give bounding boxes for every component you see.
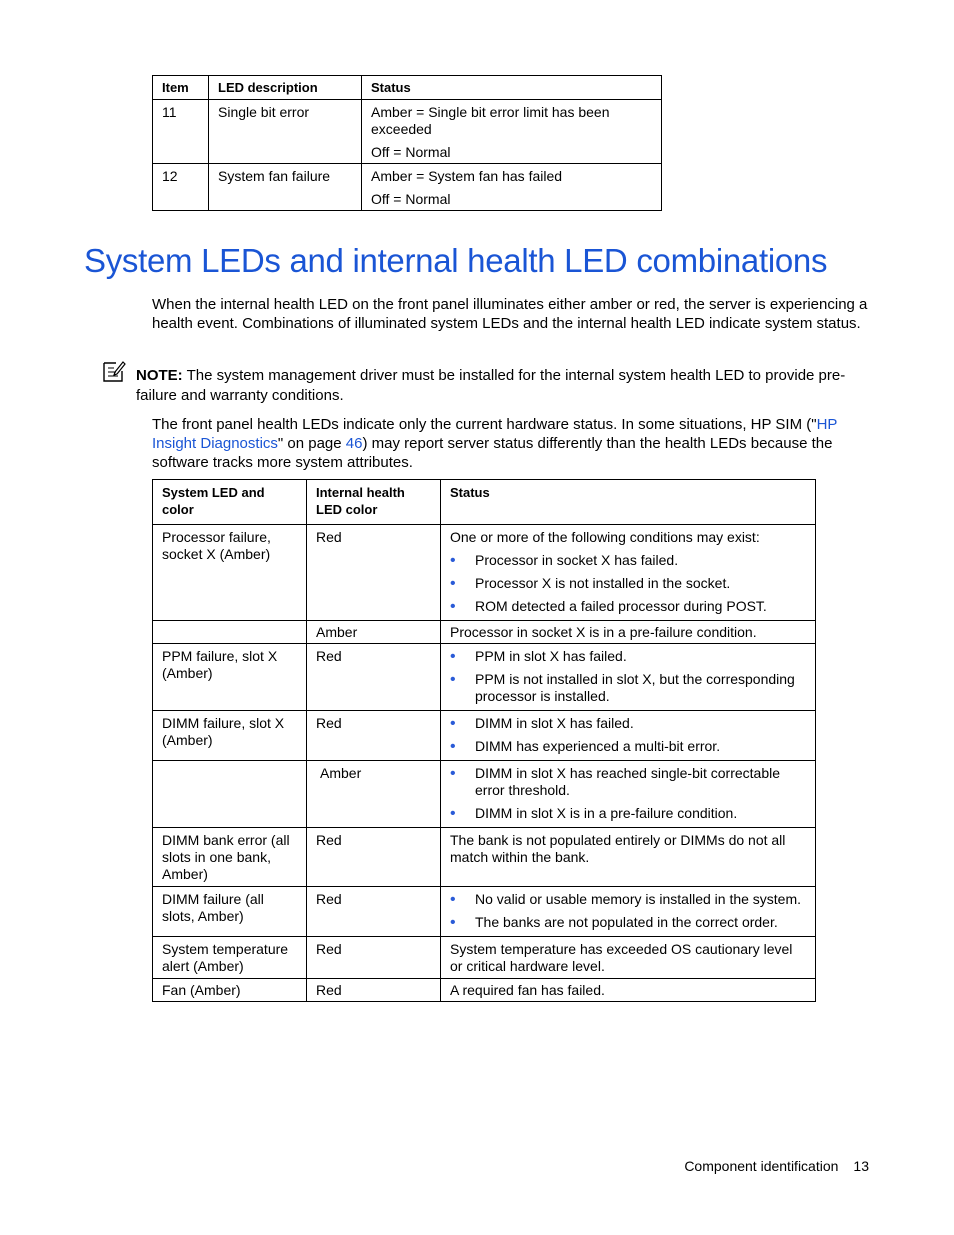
- page-number: 13: [853, 1158, 869, 1174]
- color-cell: Red: [307, 937, 441, 979]
- led-cell: System temperature alert (Amber): [153, 937, 307, 979]
- page-link[interactable]: 46: [345, 435, 363, 452]
- table-row: [153, 164, 662, 211]
- hardware-status-paragraph: [152, 415, 872, 472]
- list-item: • Processor in socket X has failed.: [450, 552, 679, 569]
- note-text: [102, 359, 872, 386]
- status-line: Amber = System fan has failed: [371, 168, 563, 184]
- table-header-row: [153, 480, 816, 525]
- intro-paragraph: When the internal health LED on the front panel illuminates either amber or red, the server is experiencing a health event. Combinations of illuminated system LEDs and the internal health LED indicate system status.: [152, 296, 868, 332]
- item-cell: 12: [153, 164, 209, 211]
- color-cell: Red: [307, 644, 441, 711]
- column-header: Internal health LED color: [307, 480, 441, 525]
- note-block: [102, 359, 872, 406]
- status-list: [450, 765, 806, 822]
- status-cell: [441, 711, 816, 761]
- color-cell: Red: [307, 979, 441, 1002]
- column-header: System LED and color: [153, 480, 307, 525]
- color-cell: Red: [307, 711, 441, 761]
- color-cell: Red: [307, 887, 441, 937]
- column-header: LED description: [209, 76, 362, 100]
- hp-insight-diagnostics-link[interactable]: HP Insight Diagnostics: [152, 416, 838, 452]
- note-line: The system management driver must be installed for the internal system health LED to provide pre-: [186, 367, 846, 384]
- color-cell: Amber: [307, 761, 441, 828]
- led-cell: DIMM failure (all slots, Amber): [153, 887, 307, 937]
- status-list: [450, 891, 806, 931]
- page-footer: [684, 1158, 869, 1174]
- status-list: [450, 715, 806, 755]
- led-cell: DIMM bank error (all slots in one bank, Amber): [153, 828, 307, 887]
- status-cell: [362, 100, 662, 164]
- status-line: Off = Normal: [371, 191, 451, 207]
- led-combination-table: [152, 479, 816, 1002]
- list-item: • The banks are not populated in the correct order.: [450, 914, 778, 931]
- status-cell: [441, 644, 816, 711]
- list-item: • ROM detected a failed processor during POST.: [450, 598, 767, 615]
- table-row: [153, 761, 816, 828]
- status-text: One or more of the following conditions may exist:: [450, 529, 760, 545]
- list-item: • No valid or usable memory is installed in the system.: [450, 891, 802, 908]
- status-cell: [441, 525, 816, 621]
- status-cell: [441, 887, 816, 937]
- note-icon: [102, 359, 126, 383]
- description-cell: Single bit error: [209, 100, 362, 164]
- table-row: [153, 100, 662, 164]
- table-header-row: [153, 76, 662, 100]
- column-header: Status: [441, 480, 816, 525]
- status-cell: The bank is not populated entirely or DIMMs do not all match within the bank.: [441, 828, 816, 887]
- color-cell: Red: [307, 828, 441, 887]
- list-item: • PPM is not installed in slot X, but the corresponding processor is installed.: [450, 671, 795, 704]
- section-heading: System LEDs and internal health LED combinations: [84, 242, 828, 279]
- color-cell: Amber: [307, 621, 441, 644]
- table-row: [153, 887, 816, 937]
- para-text: The front panel health LEDs indicate only the current hardware status. In some situations, HP SIM (": [152, 416, 817, 433]
- led-cell: [153, 761, 307, 828]
- table-row: [153, 711, 816, 761]
- table-row: [153, 644, 816, 711]
- table-row: [153, 525, 816, 621]
- led-cell: [153, 621, 307, 644]
- list-item: • DIMM has experienced a multi-bit error.: [450, 738, 721, 755]
- list-item: • DIMM in slot X has reached single-bit correctable error threshold.: [450, 765, 781, 798]
- table-row: [153, 621, 816, 644]
- table-row: [153, 979, 816, 1002]
- status-list: [450, 648, 806, 705]
- list-item: • DIMM in slot X has failed.: [450, 715, 634, 732]
- status-cell: A required fan has failed.: [441, 979, 816, 1002]
- para-text: " on page: [277, 435, 346, 452]
- status-line: Amber = Single bit error limit has been exceeded: [371, 104, 610, 137]
- led-cell: Fan (Amber): [153, 979, 307, 1002]
- footer-section-title: Component identification: [684, 1158, 839, 1174]
- status-cell: [362, 164, 662, 211]
- list-item: • DIMM in slot X is in a pre-failure condition.: [450, 805, 738, 822]
- description-cell: System fan failure: [209, 164, 362, 211]
- led-status-table: [152, 75, 662, 211]
- column-header: Status: [362, 76, 662, 100]
- color-cell: Red: [307, 525, 441, 621]
- note-label: NOTE:: [136, 367, 183, 384]
- status-cell: System temperature has exceeded OS cautionary level or critical hardware level.: [441, 937, 816, 979]
- status-line: Off = Normal: [371, 144, 451, 160]
- led-cell: PPM failure, slot X (Amber): [153, 644, 307, 711]
- para-text: ) may report server status differently than the health LEDs because the software tracks more system attributes.: [152, 435, 833, 471]
- status-cell: Processor in socket X is in a pre-failure condition.: [441, 621, 816, 644]
- item-cell: 11: [153, 100, 209, 164]
- table-row: [153, 937, 816, 979]
- list-item: • Processor X is not installed in the socket.: [450, 575, 731, 592]
- led-cell: Processor failure, socket X (Amber): [153, 525, 307, 621]
- status-list: [450, 552, 806, 615]
- table-row: [153, 828, 816, 887]
- led-cell: DIMM failure, slot X (Amber): [153, 711, 307, 761]
- note-continuation: failure and warranty conditions.: [136, 387, 344, 404]
- status-cell: [441, 761, 816, 828]
- column-header: Item: [153, 76, 209, 100]
- list-item: • PPM in slot X has failed.: [450, 648, 627, 665]
